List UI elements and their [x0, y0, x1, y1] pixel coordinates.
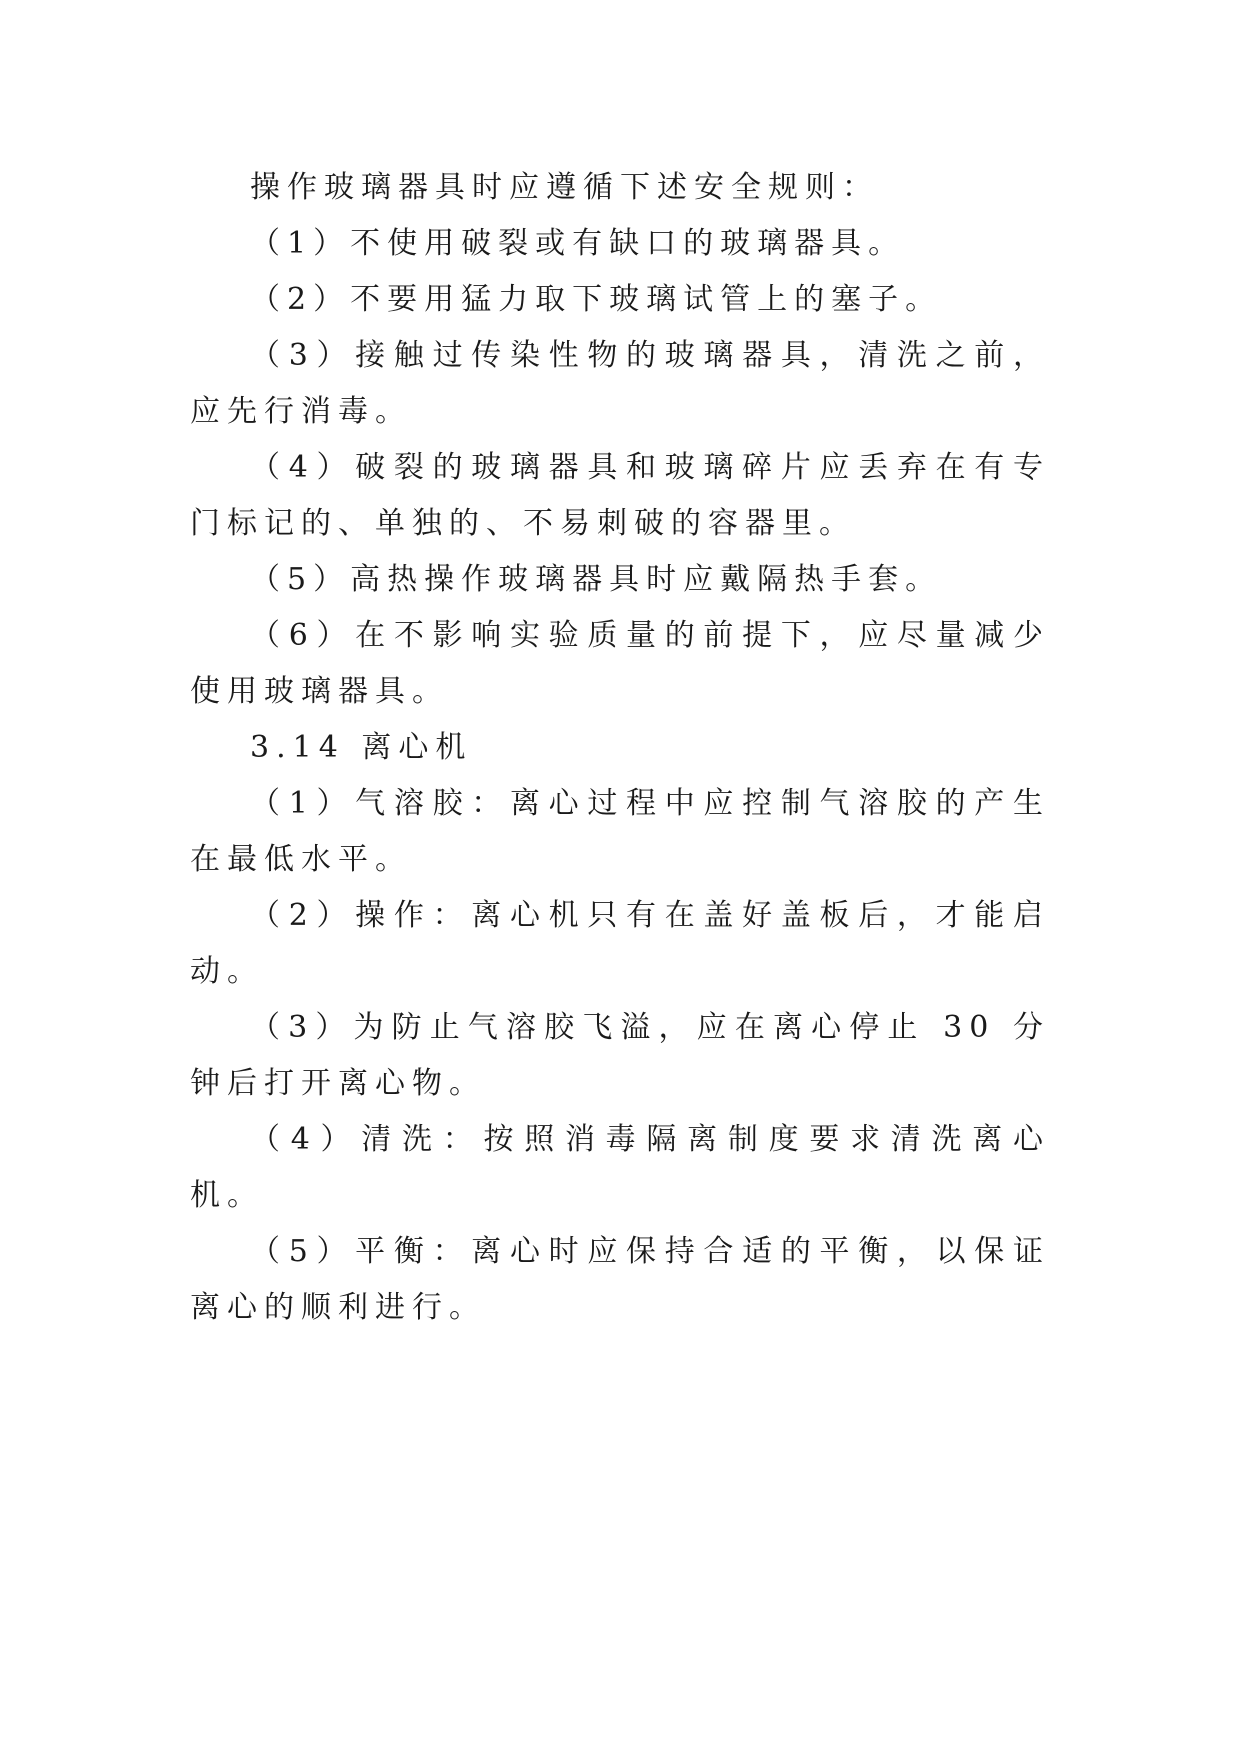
glassware-rule-3: （3）接触过传染性物的玻璃器具，清洗之前，应先行消毒。	[190, 338, 1050, 429]
centrifuge-rule-2: （2）操作：离心机只有在盖好盖板后，才能启动。	[190, 898, 1050, 989]
centrifuge-rule-3: （3）为防止气溶胶飞溢，应在离心停止 30 分钟后打开离心物。	[190, 1010, 1050, 1101]
centrifuge-rule-1: （1）气溶胶：离心过程中应控制气溶胶的产生在最低水平。	[190, 786, 1050, 877]
centrifuge-rule-4: （4）清洗：按照消毒隔离制度要求清洗离心机。	[190, 1122, 1050, 1213]
centrifuge-section-heading: 3.14 离心机	[250, 730, 473, 765]
glassware-rule-6: （6）在不影响实验质量的前提下，应尽量减少使用玻璃器具。	[190, 618, 1050, 709]
glassware-intro-paragraph: 操作玻璃器具时应遵循下述安全规则：	[250, 170, 879, 205]
glassware-rule-2: （2）不要用猛力取下玻璃试管上的塞子。	[250, 282, 943, 317]
glassware-rule-5: （5）高热操作玻璃器具时应戴隔热手套。	[250, 562, 943, 597]
document-page	[190, 160, 1050, 1336]
glassware-rule-4: （4）破裂的玻璃器具和玻璃碎片应丢弃在有专门标记的、单独的、不易刺破的容器里。	[190, 450, 1050, 541]
glassware-rule-1: （1）不使用破裂或有缺口的玻璃器具。	[250, 226, 906, 261]
centrifuge-rule-5: （5）平衡：离心时应保持合适的平衡，以保证离心的顺利进行。	[190, 1234, 1050, 1325]
